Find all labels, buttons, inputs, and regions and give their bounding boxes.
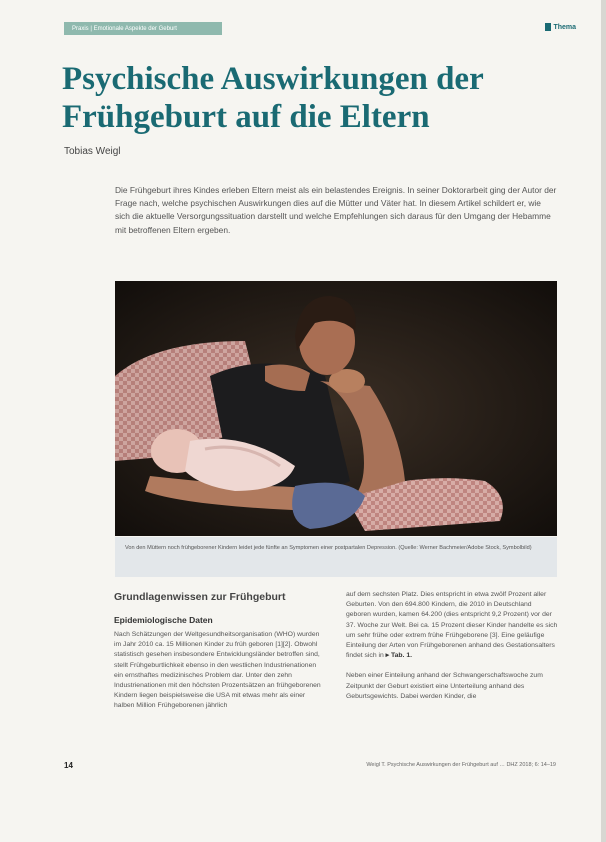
mother-with-infant-photo (115, 281, 557, 536)
page-number: 14 (64, 761, 73, 770)
article-author: Tobias Weigl (64, 146, 121, 157)
thema-tag (545, 23, 576, 31)
footer-citation: Weigl T. Psychische Auswirkungen der Frühgeburt auf … DHZ 2018; 6: 14–19 (366, 762, 556, 768)
right-paragraph-1-text: auf dem sechsten Platz. Dies entspricht in etwa zwölf Prozent aller Geburten. Von den 694.800 Kindern, die 2010 in Deutschland geboren wurden, kamen 64.200 (dies entspricht 9,2 Prozent) vor der 37. Woche zur Welt. Bei ca. 15 Prozent dieser Kinder handelte es sich um sehr frühe oder extrem frühe Frühgeborene [3]. Eine geläufige Einteilung der Arten von Frühgeborenen anhand des Gestationsalters findet sich in (346, 591, 558, 660)
scan-edge (601, 0, 606, 842)
section-heading: Grundlagenwissen zur Frühgeburt (114, 591, 286, 603)
thema-marker-icon (545, 23, 551, 31)
thema-label: Thema (553, 23, 576, 31)
article-title (62, 60, 562, 136)
right-paragraph-1 (346, 590, 558, 661)
photo-caption: Von den Müttern noch frühgeborener Kindern leidet jede fünfte an Symptomen einer postpartalen Depression. (Quelle: Werner Bachmeier/Adobe Stock, Symbolbild) (115, 537, 557, 577)
title-line-1: Psychische Auswirkungen der (62, 61, 484, 97)
article-photo (115, 281, 557, 536)
right-paragraph-2: Neben einer Einteilung anhand der Schwangerschaftswoche zum Zeitpunkt der Geburt existiert eine Unterteilung anhand des Geburtsgewichts. Dabei werden Kinder, die (346, 672, 543, 700)
article-intro: Die Frühgeburt ihres Kindes erleben Eltern meist als ein belastendes Ereignis. In seiner Doktorarbeit ging der Autor der Frage nach, welche psychischen Auswirkungen dies auf die Mütter und Väter hat. In diesem Artikel schildert er, wie sich die aktuelle Versorgungssituation darstellt und welche Empfehlungen sich daraus für den Umgang der Hebamme mit betroffenen Eltern ergeben. (115, 185, 557, 235)
subsection-heading: Epidemiologische Daten (114, 615, 213, 625)
category-label: Praxis | Emotionale Aspekte der Geburt (72, 25, 177, 32)
title-line-2: Frühgeburt auf die Eltern (62, 99, 430, 135)
table-reference-link[interactable]: ▸ Tab. 1. (385, 652, 412, 660)
body-left-column: Nach Schätzungen der Weltgesundheitsorganisation (WHO) wurden im Jahr 2010 ca. 15 Millionen Kinder zu früh geboren [1][2]. Obwohl statistisch gesehen insbesondere Entwicklungsländer betroffen sind, stellt Frühgeburtlichkeit ebenso in den westlichen Industrienationen ein ernsthaftes medizinisches Problem dar. Unter den zehn Industrienationen mit den höchsten Prozentsätzen an frühgeborenen Kindern liegen beispielsweise die USA mit etwas mehr als einer halben Million Frühgeborenen jährlich (114, 631, 321, 710)
body-right-column (346, 590, 558, 712)
category-header (64, 22, 222, 35)
